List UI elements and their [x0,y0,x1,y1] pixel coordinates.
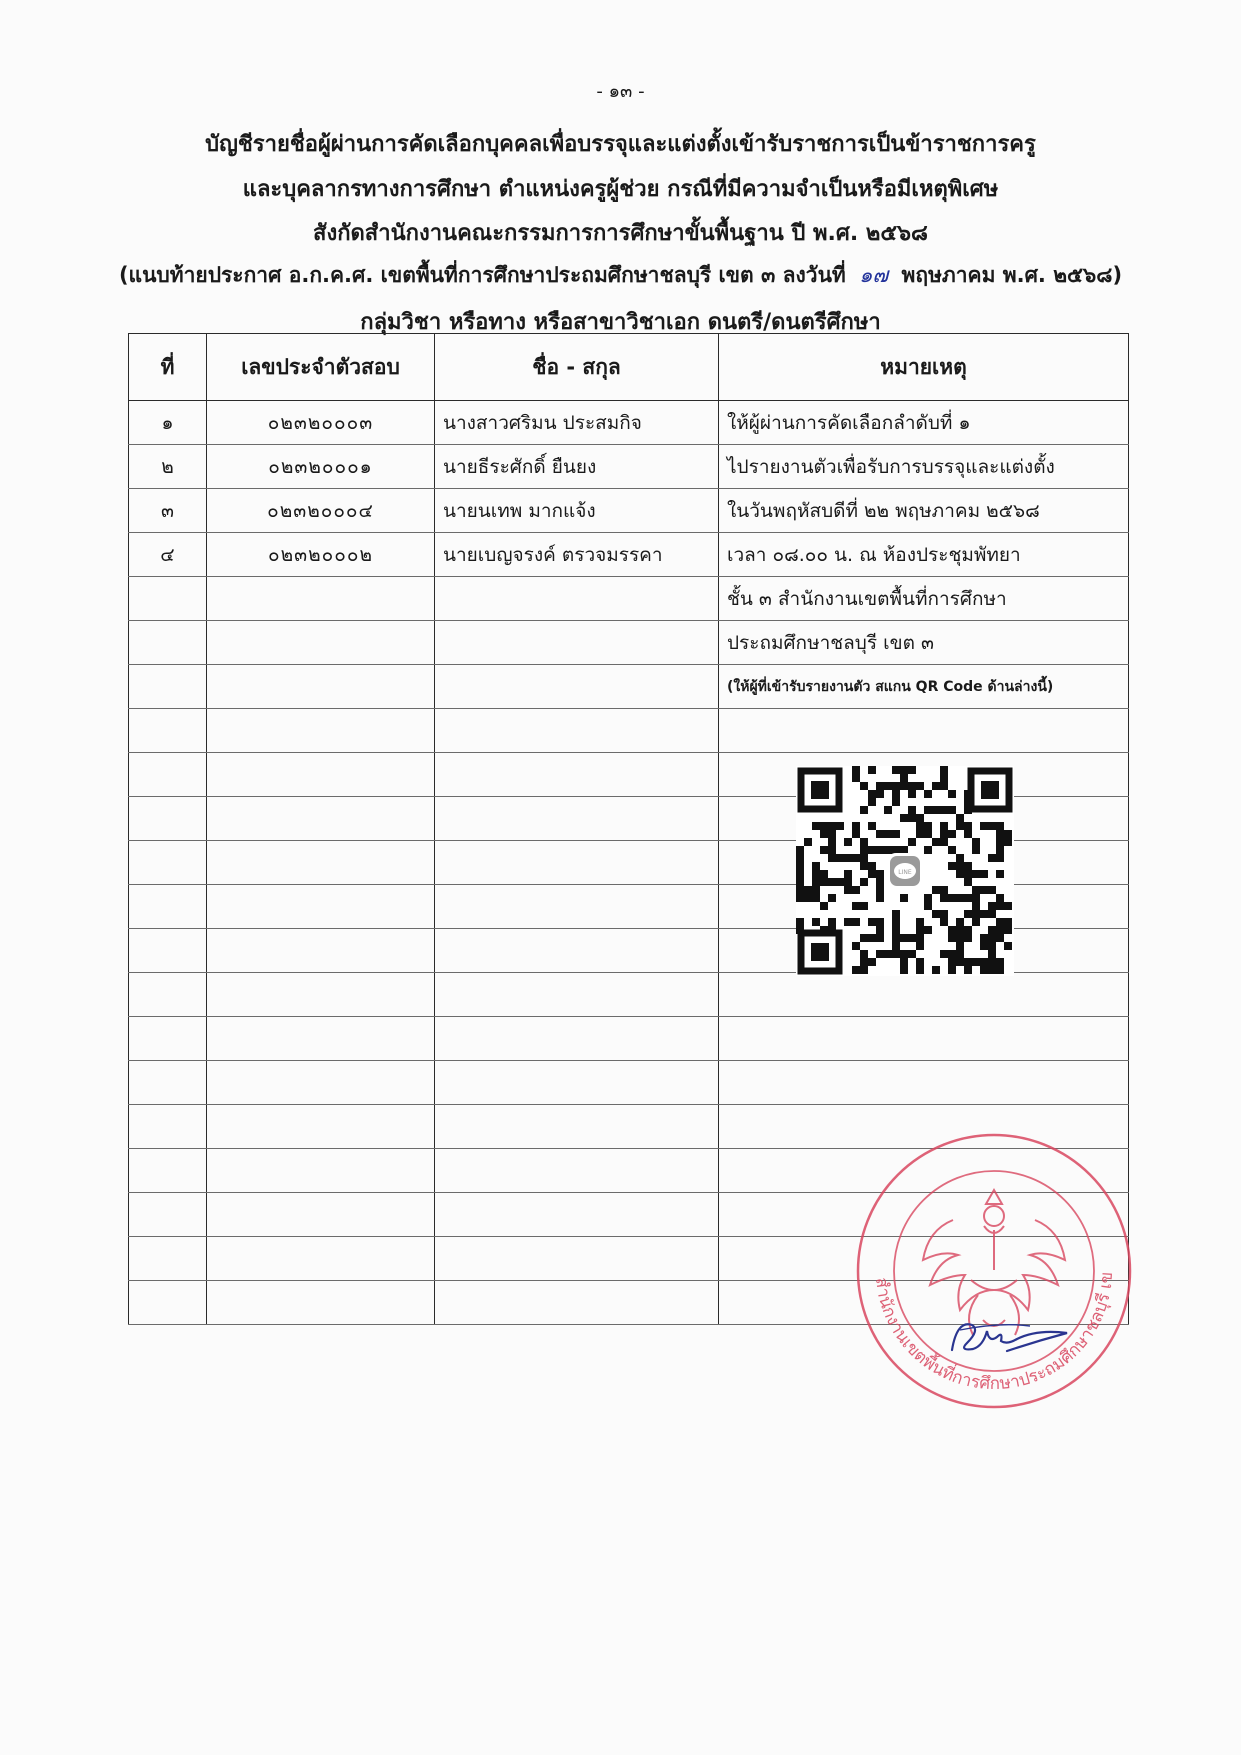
signature [940,1310,1100,1370]
row-remark: ในวันพฤหัสบดีที่ ๒๒ พฤษภาคม ๒๕๖๘ [719,489,1129,533]
header-exam-id: เลขประจำตัวสอบ [207,334,435,401]
row-no [129,665,207,709]
title-line-2: และบุคลากรทางการศึกษา ตำแหน่งครูผู้ช่วย กรณีที่มีความจำเป็นหรือมีเหตุพิเศษ [242,177,999,202]
title-line-3: สังกัดสำนักงานคณะกรรมการการศึกษาขั้นพื้นฐาน ปี พ.ศ. ๒๕๖๘ [313,221,928,246]
table-row-empty [129,1017,1129,1061]
page-number: - ๑๓ - [596,81,645,102]
qr-code[interactable] [796,766,1014,976]
row-name: นายธีระศักดิ์ ยืนยง [435,445,719,489]
row-exam-id: ๐๒๓๒๐๐๐๓ [207,401,435,445]
row-exam-id: ๐๒๓๒๐๐๐๔ [207,489,435,533]
table-row-empty [129,1061,1129,1105]
row-name: นายนเทพ มากแจ้ง [435,489,719,533]
table-row-empty [129,973,1129,1017]
row-remark: ประถมศึกษาชลบุรี เขต ๓ [719,621,1129,665]
title-line-1: บัญชีรายชื่อผู้ผ่านการคัดเลือกบุคคลเพื่อบรรจุและแต่งตั้งเข้ารับราชการเป็นข้าราชการครู [205,132,1036,157]
row-exam-id: ๐๒๓๒๐๐๐๑ [207,445,435,489]
handwritten-day: ๑๗ [859,263,889,287]
table-row [129,445,1129,489]
row-name [435,577,719,621]
row-name: นางสาวศริมน ประสมกิจ [435,401,719,445]
table-row-empty [129,709,1129,753]
line-logo-icon [887,853,923,889]
row-exam-id: ๐๒๓๒๐๐๐๒ [207,533,435,577]
row-no [129,577,207,621]
line-logo-text: LINE [898,869,912,876]
row-name: นายเบญจรงค์ ตรวจมรรคา [435,533,719,577]
row-no: ๔ [129,533,207,577]
qr-code-image [796,766,1014,976]
row-no: ๒ [129,445,207,489]
header-no: ที่ [129,334,207,401]
row-no: ๓ [129,489,207,533]
table-header-row [129,334,1129,401]
row-name [435,621,719,665]
row-remark: เวลา ๐๘.๐๐ น. ณ ห้องประชุมพัทยา [719,533,1129,577]
header-name: ชื่อ - สกุล [435,334,719,401]
row-remark: ไปรายงานตัวเพื่อรับการบรรจุและแต่งตั้ง [719,445,1129,489]
row-no [129,621,207,665]
table-row [129,401,1129,445]
header-remark: หมายเหตุ [719,334,1129,401]
row-no: ๑ [129,401,207,445]
row-remark: ให้ผู้ผ่านการคัดเลือกลำดับที่ ๑ [719,401,1129,445]
table-row [129,621,1129,665]
subject-group: กลุ่มวิชา หรือทาง หรือสาขาวิชาเอก ดนตรี/ดนตรีศึกษา [360,310,881,335]
announcement-month-year: พฤษภาคม พ.ศ. ๒๕๖๘) [901,263,1123,287]
row-name [435,665,719,709]
table-row [129,665,1129,709]
handwritten-signature-icon [940,1310,1100,1370]
row-exam-id [207,621,435,665]
table-row [129,533,1129,577]
table-row [129,577,1129,621]
row-remark: ชั้น ๓ สำนักงานเขตพื้นที่การศึกษา [719,577,1129,621]
title-line-4 [0,259,1241,292]
seal-text: สำนักงานเขตพื้นที่การศึกษาประถมศึกษาชลบุรี เข [870,1271,1118,1395]
announcement-ref: (แนบท้ายประกาศ อ.ก.ค.ศ. เขตพื้นที่การศึกษาประถมศึกษาชลบุรี เขต ๓ ลงวันที่ [118,263,846,287]
row-exam-id [207,577,435,621]
table-row [129,489,1129,533]
row-exam-id [207,665,435,709]
row-remark-qr-note: (ให้ผู้ที่เข้ารับรายงานตัว สแกน QR Code ด้านล่างนี้) [719,665,1129,709]
